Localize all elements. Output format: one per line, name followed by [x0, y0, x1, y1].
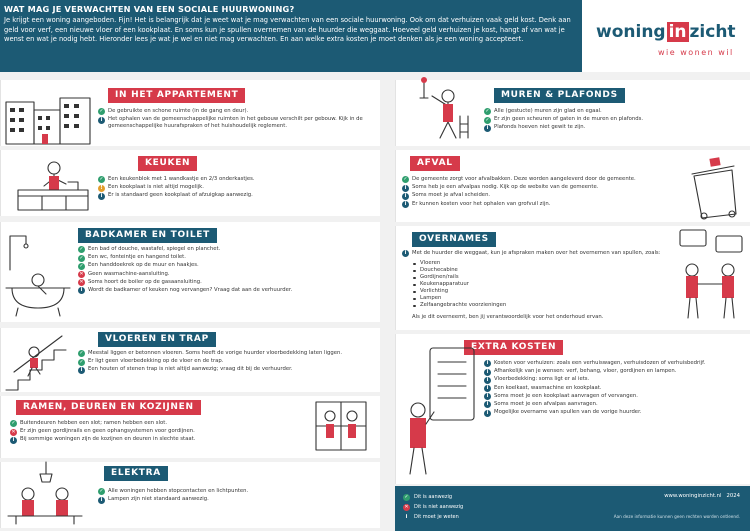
list-item: ✓ Een handdoekrek op de muur en haakjes. — [79, 262, 199, 269]
info-icon: i — [98, 497, 105, 504]
list-muren — [484, 108, 739, 133]
check-icon: ✓ — [11, 420, 16, 427]
list-item: i Soms moet je afval scheiden. — [402, 192, 680, 199]
list-item: ✓ Een wc, fonteintje en hangend toilet. — [79, 254, 186, 261]
list-item: i Er kunnen kosten voor het ophalen van grofvuil zijn. — [402, 201, 680, 208]
list-item: ✓ Er ligt geen vloerbedekking op de vloer en de trap. — [79, 358, 224, 365]
list-item: i Lampen zijn niet standaard aanwezig. — [98, 496, 373, 503]
list-item: ✓ De gemeente zorgt voor afvalbakken. Deze worden aangeleverd door de gemeente. — [403, 176, 636, 183]
trash-bin-illustration — [684, 156, 744, 220]
cross-icon: ✕ — [79, 270, 84, 277]
intro-text: Je krijgt een woning aangeboden. Fijn! Het is belangrijk dat je weet wat je mag verwachten van een sociale huurwoning. Ook om dat verhuizen vaak geld kost. Denk aan geld voor verf, een nieuwe vloer of een kookplaat. En soms kun je spullen overnemen van de huurder die weggaat. Hoeveel geld verhuizen je kost, hangt af van wat je wenst en wat je nodig hebt. Hieronder lees je wat je wel en niet mag verwachten. En aan welke extra kosten je moet denken als je een woning accepteert. — [4, 16, 571, 43]
list-afval — [402, 176, 680, 209]
title-ramen: RAMEN, DEUREN EN KOZIJNEN — [16, 400, 201, 415]
list-item: i Een houten of stenen trap is niet altijd aanwezig; vraag dit bij de verhuurder. — [78, 366, 373, 373]
list-item: i Mogelijke overname van spullen van de vorige huurder. — [484, 409, 742, 416]
title-muren: MUREN & PLAFONDS — [494, 88, 625, 103]
list-item: Gordijnen/rails — [406, 274, 606, 281]
check-icon: ✓ — [485, 116, 490, 123]
legend-info: i Dit moet je weten — [403, 512, 463, 522]
stairs-illustration — [4, 330, 74, 392]
list-badkamer — [78, 246, 368, 295]
info-icon: i — [78, 367, 85, 374]
title-extra: EXTRA KOSTEN — [464, 340, 563, 355]
list-item: Douchecabine — [406, 267, 606, 274]
check-icon: ✓ — [79, 262, 84, 269]
handover-illustration — [672, 228, 748, 326]
bathroom-illustration — [4, 230, 74, 320]
overnames-intro: i Met de huurder die weggaat, kun je afspraken maken over het overnemen van spullen, zoals: — [402, 250, 692, 256]
list-item: ✓ De gebruikte en schone ruimte (in de gang en deur). — [99, 108, 249, 115]
list-item: ✓ Buitendeuren hebben een slot; ramen hebben een slot. — [11, 420, 168, 427]
page-title: WAT MAG JE VERWACHTEN VAN EEN SOCIALE HUURWONING? — [4, 4, 295, 14]
list-elektra — [98, 488, 373, 504]
list-item: i Kosten voor verhuizen: zoals een verhuiswagen, verhuisdozen of verhuisbedrijf. — [484, 360, 742, 367]
info-icon: i — [98, 117, 105, 124]
legend — [403, 492, 463, 522]
info-icon: i — [402, 250, 409, 257]
title-overnames: OVERNAMES — [412, 232, 496, 247]
list-item: Verlichting — [406, 288, 606, 295]
title-badkamer: BADKAMER EN TOILET — [78, 228, 217, 243]
list-item: ✕ Geen wasmachine-aansluiting. — [79, 270, 170, 277]
list-item: ✕ Soms hoort de boiler op de gasaansluiting. — [79, 278, 202, 286]
logo-tagline: wie wonen wil — [658, 48, 734, 57]
info-icon: i — [484, 401, 491, 408]
info-icon: i — [484, 393, 491, 400]
check-icon: ✓ — [99, 108, 104, 115]
info-icon: i — [78, 287, 85, 294]
list-item: ✓ Alle (gestucte) muren zijn glad en egaal. — [485, 108, 602, 115]
check-icon: ✓ — [79, 254, 84, 261]
list-item: i Bij sommige woningen zijn de kozijnen en deuren in slechte staat. — [10, 436, 370, 443]
list-item: ✓ Een bad of douche, wastafel, spiegel en planchet. — [79, 246, 221, 253]
website-link[interactable]: www.woninginzicht.nl 2024 — [664, 493, 740, 499]
check-icon: ✓ — [79, 246, 84, 253]
list-appartement — [98, 108, 368, 132]
check-icon: ✓ — [403, 176, 408, 183]
disclaimer: Aan deze informatie kunnen geen rechten worden ontleend. — [613, 514, 740, 519]
cross-icon: ✕ — [404, 503, 409, 510]
list-item: i Er is standaard geen kookplaat of afzuigkap aanwezig. — [98, 192, 368, 199]
info-icon: i — [484, 125, 491, 132]
info-icon: i — [484, 385, 491, 392]
info-icon: i — [402, 193, 409, 200]
list-item: ✕ Er zijn geen gordijnrails en geen ophangsystemen voor gordijnen. — [11, 428, 195, 435]
check-icon: ✓ — [485, 108, 490, 115]
cross-icon: ✕ — [79, 279, 84, 286]
info-icon: i — [484, 360, 491, 367]
painter-illustration — [418, 76, 478, 144]
kitchen-illustration — [14, 156, 94, 214]
list-keuken — [98, 176, 368, 201]
apartment-building-illustration — [4, 96, 94, 146]
list-item: ✓ Een keukenblok met 1 wandkastje en 2/3 onderkastjes. — [99, 176, 255, 183]
info-icon: i — [10, 437, 17, 444]
checklist-person-illustration — [400, 340, 480, 480]
list-item: i Plafonds hoeven niet gewit te zijn. — [484, 124, 739, 131]
list-item: i Een koelkast, wasmachine en kookplaat. — [484, 385, 742, 392]
list-item: i Wordt de badkamer of keuken nog vervangen? Vraag dat aan de verhuurder. — [78, 287, 368, 294]
warning-icon: ! — [98, 185, 105, 192]
list-item: ! Een kookplaat is niet altijd mogelijk. — [98, 184, 368, 191]
list-item: ✓ Er zijn geen scheuren of gaten in de muren en plafonds. — [485, 116, 644, 123]
list-item: ✓ Meestal liggen er betonnen vloeren. Soms heeft de vorige huurder vloerbedekking laten liggen. — [79, 350, 342, 357]
check-icon: ✓ — [99, 488, 104, 495]
title-vloeren: VLOEREN EN TRAP — [98, 332, 216, 347]
legend-ok: ✓ Dit is aanwezig — [404, 493, 453, 500]
list-item: i Het ophalen van de gemeenschappelijke ruimten in het gebouw verschilt per gebouw. Kijk in de gemeenschappelijke huurafspraken of het huishoudelijk reglement. — [98, 116, 368, 130]
title-appartement: IN HET APPARTEMENT — [108, 88, 245, 103]
list-item: i Soms moet je een afvalpas aanvragen. — [484, 401, 742, 408]
info-icon: i — [98, 193, 105, 200]
check-icon: ✓ — [404, 493, 409, 500]
title-afval: AFVAL — [410, 156, 460, 171]
list-item: i Vloerbedekking: soms ligt er al iets. — [484, 376, 742, 383]
list-item: ✓ Alle woningen hebben stopcontacten en lichtpunten. — [99, 488, 249, 495]
cross-icon: ✕ — [11, 428, 16, 435]
legend-no: ✕ Dit is niet aanwezig — [404, 503, 464, 510]
footer — [395, 486, 750, 531]
list-item: Lampen — [406, 295, 606, 302]
title-keuken: KEUKEN — [138, 156, 197, 171]
list-item: i Soms heb je een afvalpas nodig. Kijk op de website van de gemeente. — [402, 184, 680, 191]
check-icon: ✓ — [79, 358, 84, 365]
electric-illustration — [6, 460, 86, 526]
info-icon: i — [484, 410, 491, 417]
info-icon: i — [484, 377, 491, 384]
overnames-list — [406, 260, 606, 309]
list-vloeren — [78, 350, 373, 375]
check-icon: ✓ — [99, 176, 104, 183]
info-icon: i — [484, 369, 491, 376]
info-icon: i — [402, 201, 409, 208]
overnames-outro: Als je dit overneemt, ben jij verantwoordelijk voor het onderhoud ervan. — [412, 314, 604, 320]
list-item: Vloeren — [406, 260, 606, 267]
list-item: Zelfaangebrachte voorzieningen — [406, 302, 606, 309]
list-item: i Soms moet je een kookplaat aanvragen of vervangen. — [484, 393, 742, 400]
check-icon: ✓ — [79, 350, 84, 357]
list-extra — [484, 360, 742, 417]
info-icon: i — [403, 514, 410, 521]
list-item: i Afhankelijk van je wensen: verf, behang, vloer, gordijnen en lampen. — [484, 368, 742, 375]
info-icon: i — [402, 185, 409, 192]
header-banner — [0, 0, 750, 72]
logo-wordmark: woning in zicht — [596, 22, 736, 42]
list-item: Keukenapparatuur — [406, 281, 606, 288]
window-illustration — [312, 398, 372, 456]
title-elektra: ELEKTRA — [104, 466, 168, 481]
logo[interactable] — [582, 0, 750, 72]
